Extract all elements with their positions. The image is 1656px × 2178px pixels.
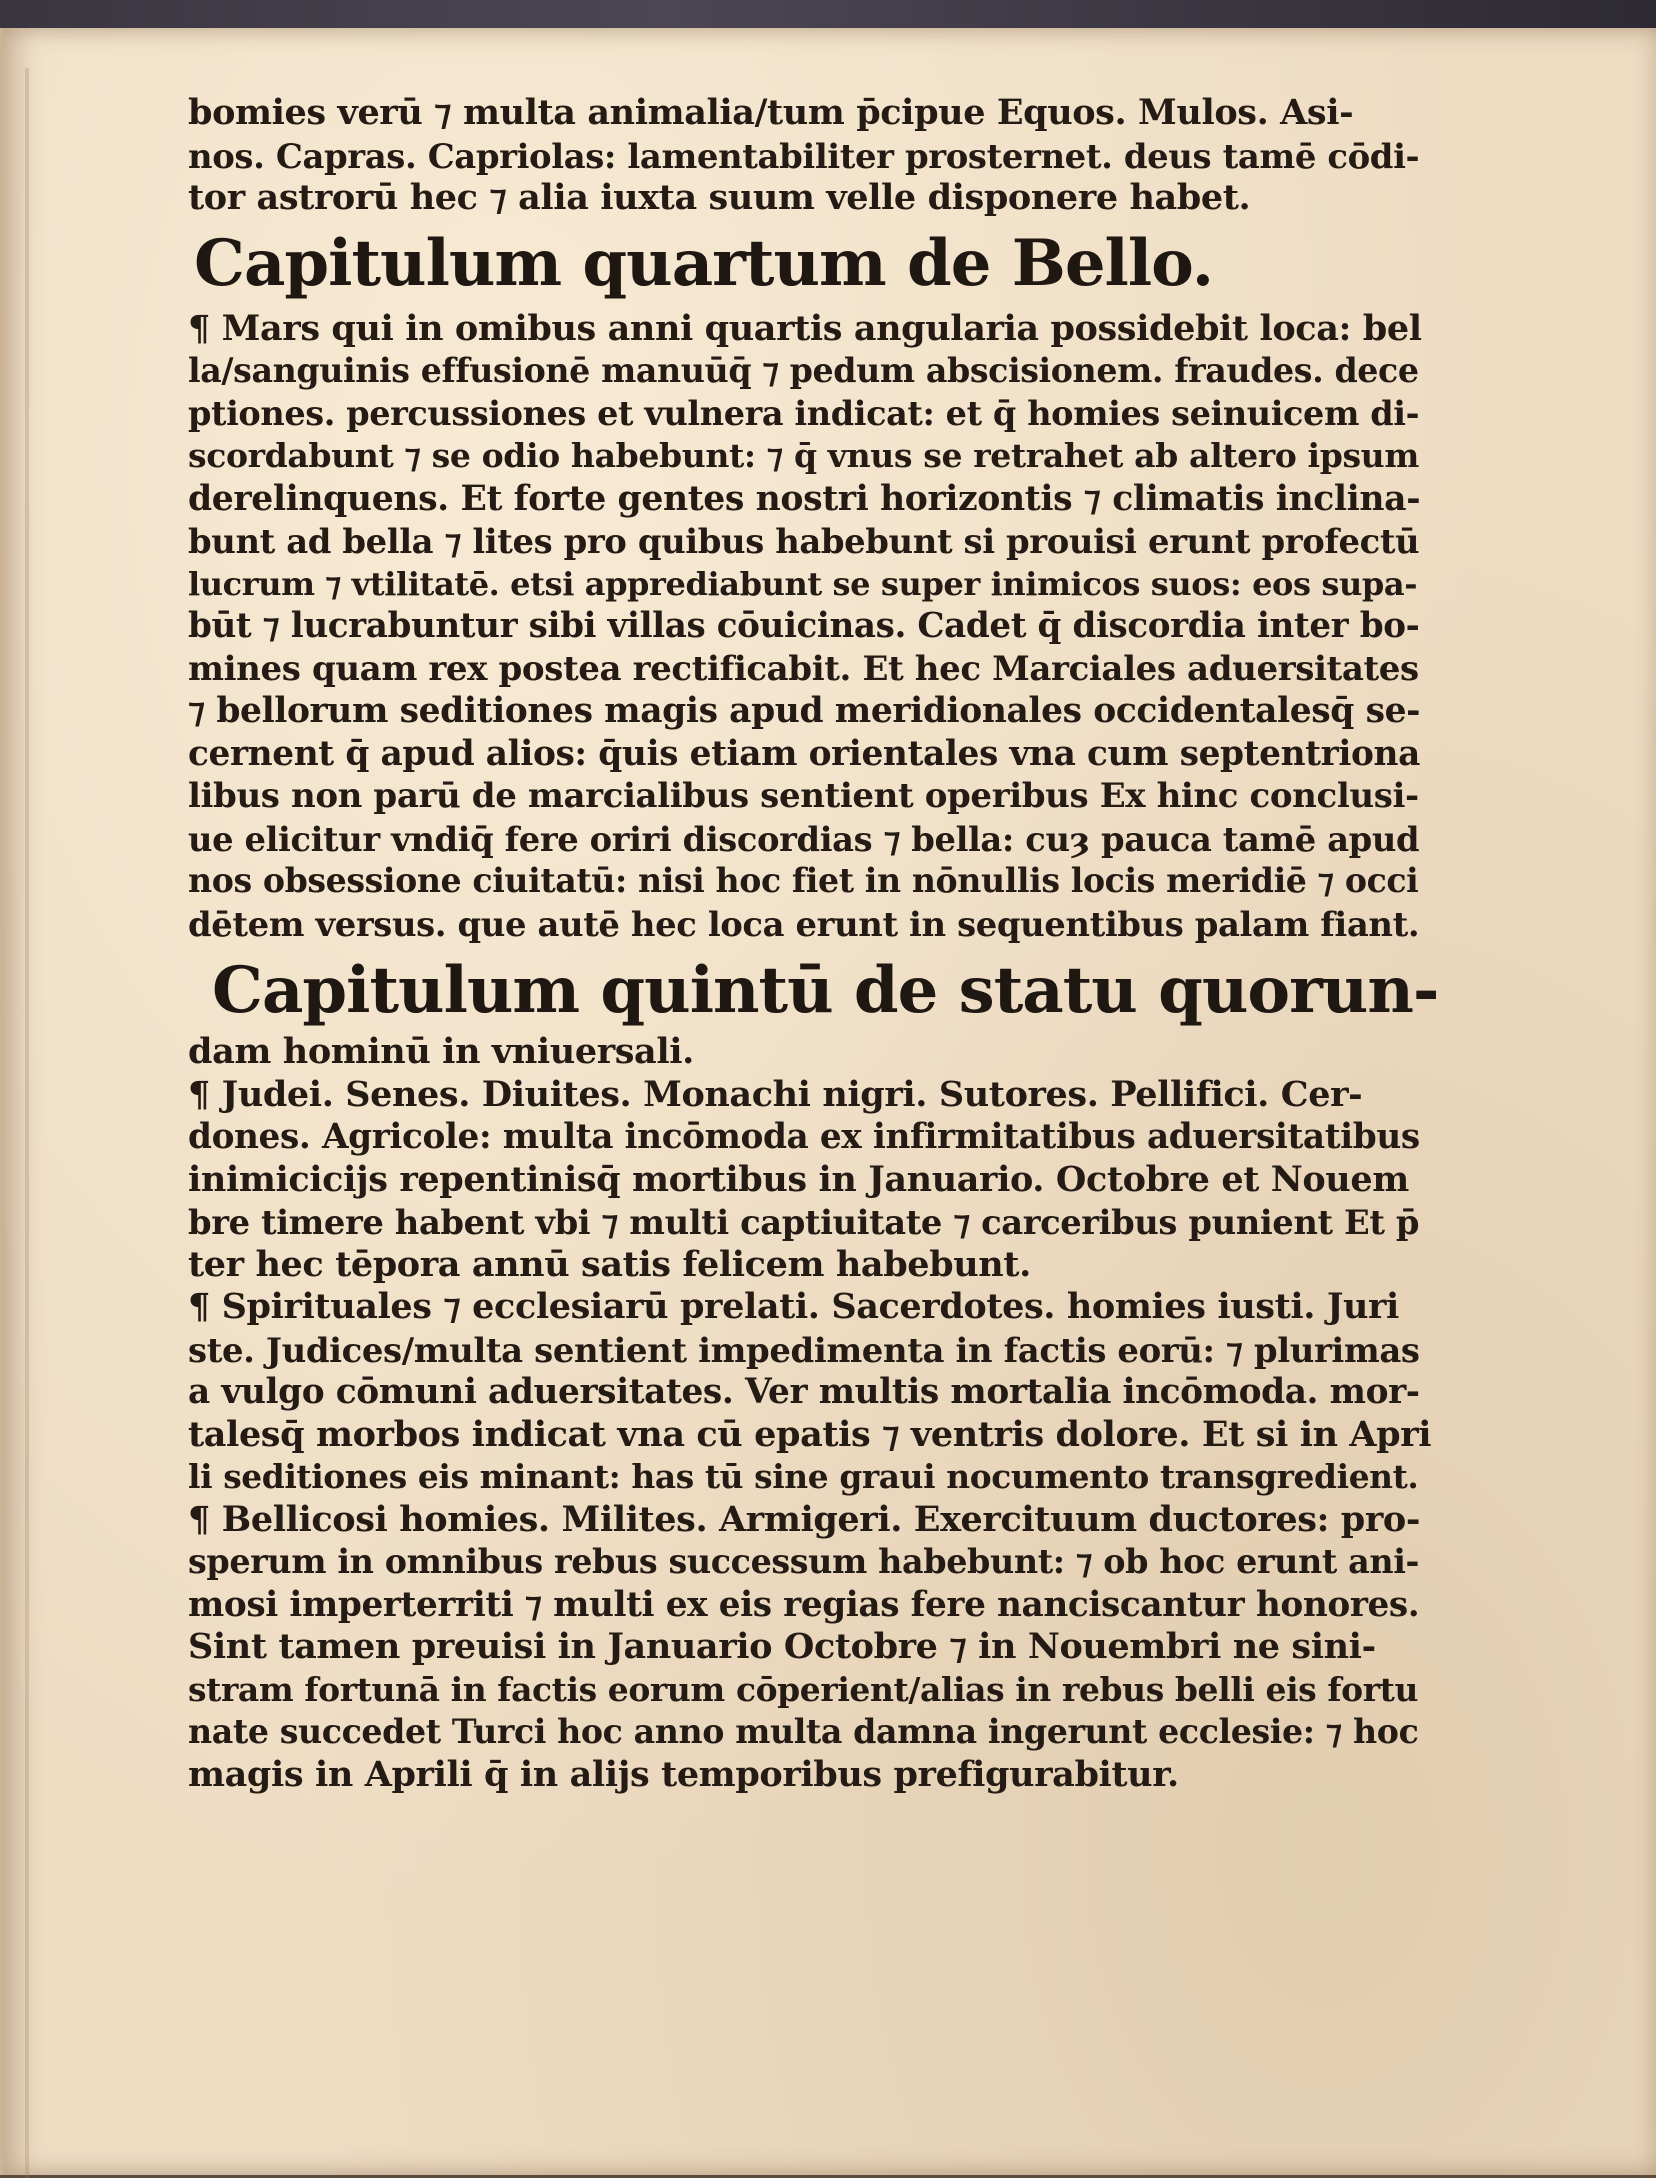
text-line: la/sanguinis effusionē manuūq̄ ⁊ pedum abscisionem. fraudes. dece <box>188 351 1419 390</box>
text-line: inimicicijs repentinisq̄ mortibus in Januario. Octobre et Nouem <box>188 1158 1409 1200</box>
text-line: tor astrorū hec ⁊ alia iuxta suum velle disponere habet. <box>188 177 1251 218</box>
text-line: dam hominū in vniuersali. <box>188 1031 694 1072</box>
text-line: talesq̄ morbos indicat vna cū epatis ⁊ ventris dolore. Et si in Apri <box>188 1413 1432 1455</box>
text-line: ptiones. percussiones et vulnera indicat: et q̄ homies seinuicem di- <box>188 393 1420 433</box>
text-line: nate succedet Turci hoc anno multa damna ingerunt ecclesie: ⁊ hoc <box>188 1712 1419 1751</box>
text-line: bre timere habent vbi ⁊ multi captiuitate ⁊ carceribus punient Et p̄ <box>188 1202 1420 1242</box>
text-line: bomies verū ⁊ multa animalia/tum p̄cipue Equos. Mulos. Asi- <box>188 92 1354 133</box>
text-line: sperum in omnibus rebus successum habebunt: ⁊ ob hoc erunt ani- <box>188 1542 1419 1581</box>
chapter-5-body <box>188 1031 1433 1796</box>
text-line: derelinquens. Et forte gentes nostri horizontis ⁊ climatis inclina- <box>188 477 1421 519</box>
intro-paragraph <box>188 92 1433 220</box>
text-line: libus non parū de marcialibus sentient operibus Ex hinc conclusi- <box>188 776 1419 816</box>
text-line: ¶ Mars qui in omibus anni quartis angularia possidebit loca: bel <box>188 307 1422 349</box>
text-line: nos obsessione ciuitatū: nisi hoc fiet in nōnullis locis meridiē ⁊ occi <box>188 861 1419 900</box>
chapter-5-heading: Capitulum quintū de statu quorun- <box>212 953 1439 1028</box>
text-line: stram fortunā in factis eorum cōperient/alias in rebus belli eis fortu <box>188 1669 1419 1709</box>
text-line: ¶ Bellicosi homies. Milites. Armigeri. Exercituum ductores: pro- <box>188 1498 1420 1540</box>
text-line: ¶ Judei. Senes. Diuites. Monachi nigri. Sutores. Pellifici. Cer- <box>188 1073 1363 1115</box>
text-line: magis in Aprili q̄ in alijs temporibus prefigurabitur. <box>188 1753 1179 1795</box>
text-line: dones. Agricole: multa incōmoda ex infirmitatibus aduersitatibus <box>188 1117 1420 1157</box>
text-line: bunt ad bella ⁊ lites pro quibus habebunt si prouisi erunt profectū <box>188 521 1420 561</box>
text-line: ter hec tēpora annū satis felicem habebunt. <box>188 1243 1031 1285</box>
text-line: li seditiones eis minant: has tū sine graui nocumento transgredient. <box>188 1457 1419 1496</box>
text-line: dētem versus. que autē hec loca erunt in sequentibus palam fiant. <box>188 903 1420 944</box>
text-line: lucrum ⁊ vtilitatē. etsi apprediabunt se super inimicos suos: eos supa- <box>188 564 1418 603</box>
text-line: ue elicitur vndiq̄ fere oriri discordias ⁊ bella: cuȝ pauca tamē apud <box>188 818 1420 859</box>
text-line: ste. Judices/multa sentient impedimenta in factis eorū: ⁊ plurimas <box>188 1329 1420 1370</box>
text-line: Sint tamen preuisi in Januario Octobre ⁊ in Nouembri ne sini- <box>188 1626 1376 1667</box>
text-line: ⁊ bellorum seditiones magis apud meridionales occidentalesq̄ se- <box>188 691 1421 731</box>
text-line: mosi imperterriti ⁊ multi ex eis regias fere nanciscantur honores. <box>188 1584 1420 1625</box>
text-line: nos. Capras. Capriolas: lamentabiliter prosternet. deus tamē cōdi- <box>188 135 1420 176</box>
chapter-4-heading: Capitulum quartum de Bello. <box>194 225 1213 301</box>
text-line: a vulgo cōmuni aduersitates. Ver multis mortalia incōmoda. mor- <box>188 1372 1420 1412</box>
text-line: mines quam rex postea rectificabit. Et hec Marciales aduersitates <box>188 648 1419 689</box>
chapter-4-body <box>188 308 1433 946</box>
text-block <box>188 92 1439 1796</box>
page-fold-shadow <box>25 68 29 2178</box>
text-line: ¶ Spirituales ⁊ ecclesiarū prelati. Sacerdotes. homies iusti. Juri <box>188 1286 1399 1327</box>
text-line: cernent q̄ apud alios: q̄uis etiam orientales vna cum septentriona <box>188 733 1420 774</box>
text-line: scordabunt ⁊ se odio habebunt: ⁊ q̄ vnus se retrahet ab altero ipsum <box>188 436 1419 475</box>
text-line: būt ⁊ lucrabuntur sibi villas cōuicinas. Cadet q̄ discordia inter bo- <box>188 606 1420 646</box>
